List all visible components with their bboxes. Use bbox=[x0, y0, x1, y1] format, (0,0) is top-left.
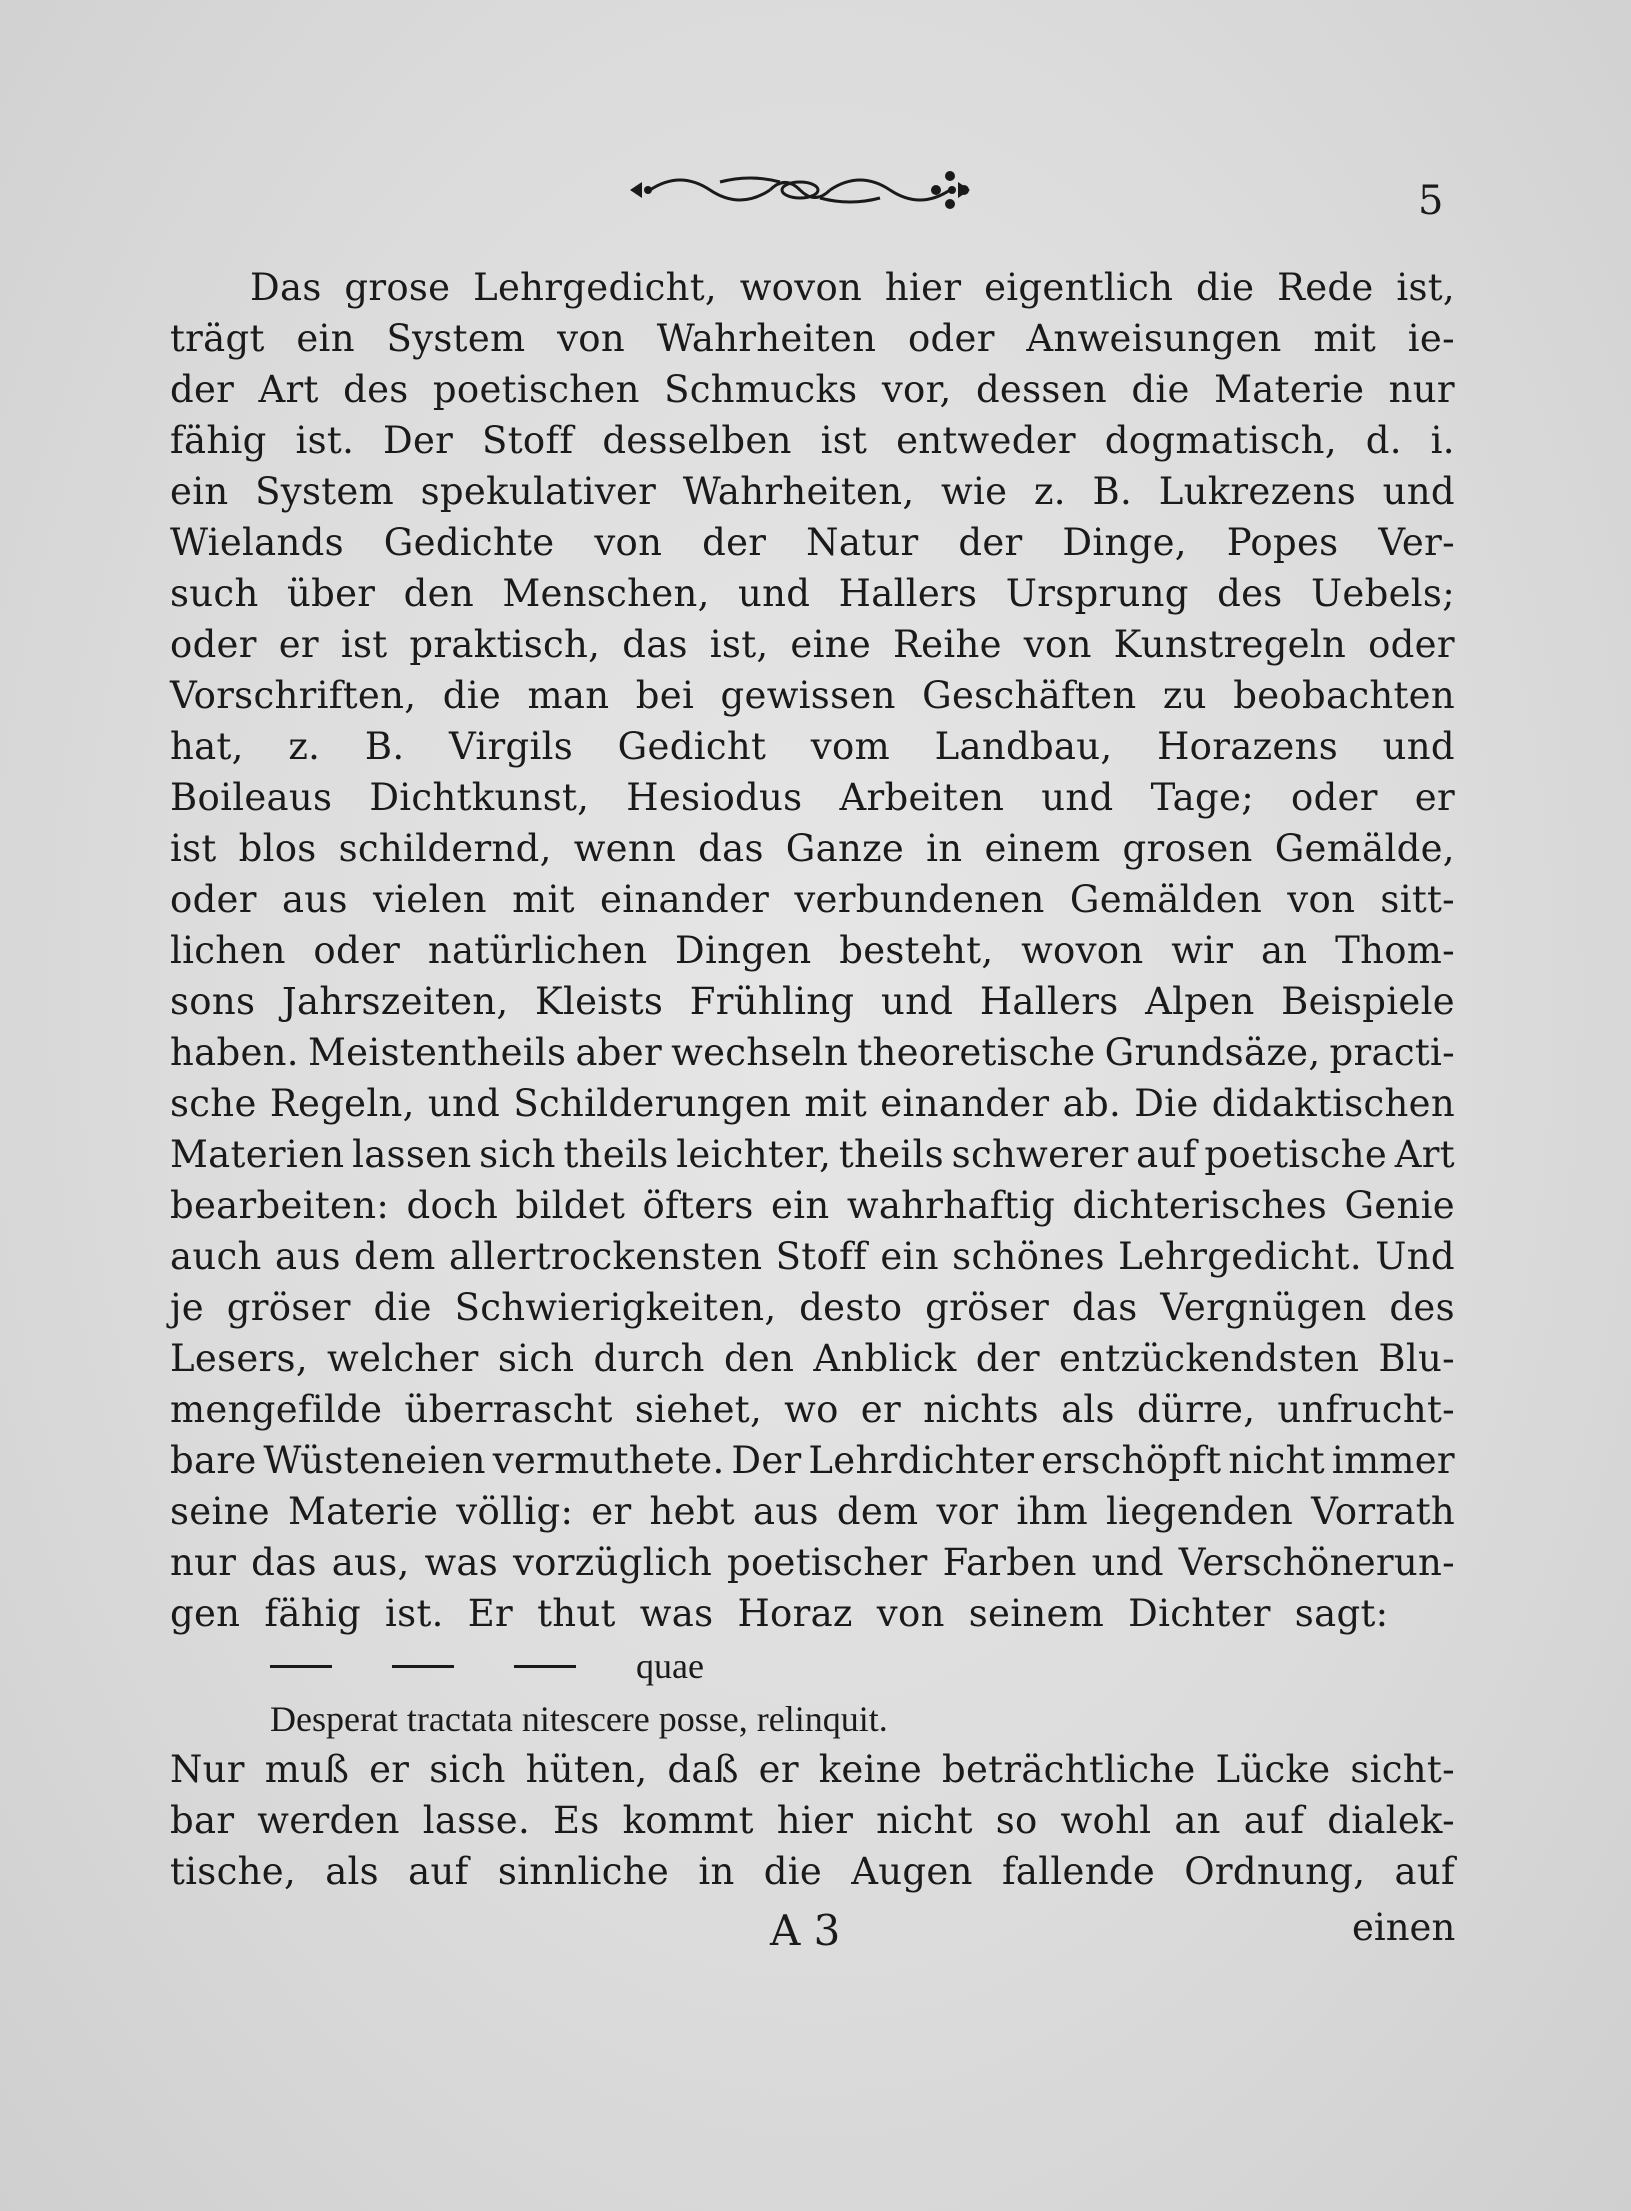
signature-mark: A 3 bbox=[770, 1906, 841, 1955]
text-line: haben. Meistentheils aber wechseln theoretische Grundsäze, practi- bbox=[170, 1031, 1455, 1074]
text-line: seine Materie völlig: er hebt aus dem vor ihm liegenden Vorrath bbox=[170, 1490, 1455, 1533]
quote-dash bbox=[270, 1665, 332, 1668]
text-line: fähig ist. Der Stoff desselben ist entweder dogmatisch, d. i. bbox=[170, 419, 1455, 462]
latin-quote bbox=[270, 1640, 1170, 1746]
text-line: sche Regeln, und Schilderungen mit einander ab. Die didaktischen bbox=[170, 1082, 1455, 1125]
text-line: sons Jahrszeiten, Kleists Frühling und Hallers Alpen Beispiele bbox=[170, 980, 1455, 1023]
text-line: ist blos schildernd, wenn das Ganze in einem grosen Gemälde, bbox=[170, 827, 1455, 870]
text-line: mengefilde überrascht siehet, wo er nichts als dürre, unfrucht- bbox=[170, 1388, 1455, 1431]
text-line: Lesers, welcher sich durch den Anblick der entzückendsten Blu- bbox=[170, 1337, 1455, 1380]
text-line: Boileaus Dichtkunst, Hesiodus Arbeiten und Tage; oder er bbox=[170, 776, 1455, 819]
text-line: tische, als auf sinnliche in die Augen fallende Ordnung, auf bbox=[170, 1850, 1455, 1893]
quote-line-1: quae bbox=[636, 1646, 704, 1686]
text-line: Materien lassen sich theils leichter, theils schwerer auf poetische Art bbox=[170, 1133, 1455, 1176]
text-line: Vorschriften, die man bei gewissen Geschäften zu beobachten bbox=[170, 674, 1455, 717]
text-line: Wielands Gedichte von der Natur der Dinge, Popes Ver- bbox=[170, 521, 1455, 564]
text-line: gen fähig ist. Er thut was Horaz von seinem Dichter sagt: bbox=[170, 1592, 1389, 1635]
continuation-paragraph bbox=[170, 1744, 1455, 1897]
text-line: bar werden lasse. Es kommt hier nicht so wohl an auf dialek- bbox=[170, 1799, 1455, 1842]
text-line: auch aus dem allertrockensten Stoff ein schönes Lehrgedicht. Und bbox=[170, 1235, 1455, 1278]
text-line: oder er ist praktisch, das ist, eine Reihe von Kunstregeln oder bbox=[170, 623, 1455, 666]
text-line: ein System spekulativer Wahrheiten, wie z. B. Lukrezens und bbox=[170, 470, 1455, 513]
ornament-icon bbox=[620, 160, 980, 220]
quote-line-2: Desperat tractata nitescere posse, relinquit. bbox=[270, 1699, 888, 1739]
quote-dash bbox=[392, 1665, 454, 1668]
text-line: oder aus vielen mit einander verbundenen Gemälden von sitt- bbox=[170, 878, 1455, 921]
main-paragraph bbox=[170, 262, 1455, 1639]
text-line: trägt ein System von Wahrheiten oder Anweisungen mit ie- bbox=[170, 317, 1455, 360]
text-line: nur das aus, was vorzüglich poetischer Farben und Verschönerun- bbox=[170, 1541, 1455, 1584]
text-line: bearbeiten: doch bildet öfters ein wahrhaftig dichterisches Genie bbox=[170, 1184, 1455, 1227]
text-line: hat, z. B. Virgils Gedicht vom Landbau, Horazens und bbox=[170, 725, 1455, 768]
text-line: Das grose Lehrgedicht, wovon hier eigentlich die Rede ist, bbox=[250, 266, 1455, 309]
text-line: such über den Menschen, und Hallers Ursprung des Uebels; bbox=[170, 572, 1455, 615]
text-line: bare Wüsteneien vermuthete. Der Lehrdichter erschöpft nicht immer bbox=[170, 1439, 1455, 1482]
text-line: lichen oder natürlichen Dingen besteht, wovon wir an Thom- bbox=[170, 929, 1455, 972]
text-line: der Art des poetischen Schmucks vor, dessen die Materie nur bbox=[170, 368, 1455, 411]
text-line: Nur muß er sich hüten, daß er keine beträchtliche Lücke sicht- bbox=[170, 1748, 1455, 1791]
text-line: je gröser die Schwierigkeiten, desto gröser das Vergnügen des bbox=[170, 1286, 1455, 1329]
page-number: 5 bbox=[1418, 178, 1444, 224]
catchword: einen bbox=[1352, 1906, 1456, 1949]
quote-dash bbox=[514, 1665, 576, 1668]
quote-dash-row bbox=[270, 1640, 1170, 1692]
